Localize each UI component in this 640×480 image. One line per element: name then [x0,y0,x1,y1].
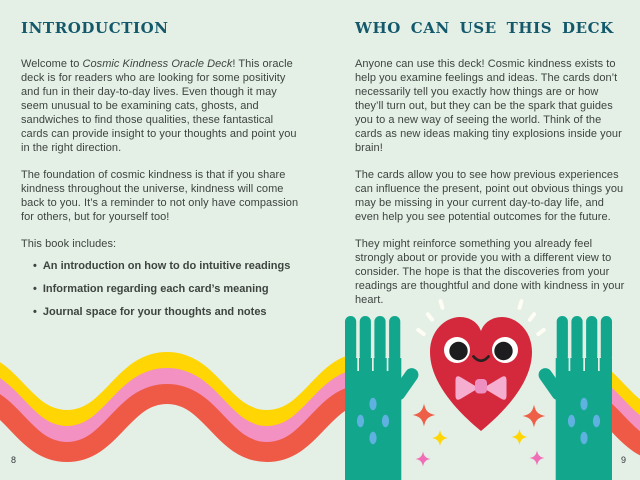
page-title-introduction: INTRODUCTION [21,19,169,37]
page-title-who-can-use: WHO CAN USE THIS DECK [355,19,614,37]
includes-heading: This book includes: [21,238,117,250]
who-paragraph-2: The cards allow you to see how previous experiences can influence the present, point out obvious things you may be missing in your current day-to-day life, and even help you see potential outcomes for the future. [355,169,624,223]
page-number-left: 8 [11,455,17,465]
bullet-dot: • [33,283,37,295]
bullet-dot: • [33,306,37,318]
includes-list [21,260,300,319]
intro-p1-rest: ! This oracle deck is for readers who are looking for some positivity and fun in their day-to-day lives. Even though it may seem unusual to be examining cats, ghosts, and sandwiches to find those qualities, these fantastical cards can provide insight to your thoughts and point you in the right direction. [21,58,297,154]
intro-p1-lead: Welcome to [21,58,83,70]
who-paragraph-1: Anyone can use this deck! Cosmic kindness exists to help you examine feelings and ideas. The cards don’t necessarily tell you exactly how things are or how they’ll turn out, but they can be the spark that guides you to a new way of seeing the world. Think of the cards as new ideas making tiny explosions inside your brain! [355,58,622,154]
list-item-label: Journal space for your thoughts and notes [42,306,267,318]
list-item [33,260,300,273]
list-item-label: An introduction on how to do intuitive readings [42,260,291,272]
bullet-dot: • [33,260,37,272]
right-page [355,19,627,320]
bow-knot [475,379,487,394]
left-page [21,19,300,329]
intro-paragraph-1 [21,57,300,155]
intro-paragraph-2: The foundation of cosmic kindness is that if you share kindness throughout the universe, kindness will come back to you. It’s a reminder to not only have compassion for others, but for yourself too! [21,169,299,223]
list-item-label: Information regarding each card’s meaning [42,283,269,295]
who-paragraph-3: They might reinforce something you already feel strongly about or provide you with a different view to consider. The hope is that the discoveries from your readings are thoughtful and done with kindness in your heart. [355,238,625,306]
list-item [33,306,300,319]
deck-name-italic: Cosmic Kindness Oracle Deck [82,58,233,70]
list-item [33,283,300,296]
heart-pupil-right [494,342,512,360]
heart-pupil-left [449,342,467,360]
page-number-right: 9 [620,455,626,465]
